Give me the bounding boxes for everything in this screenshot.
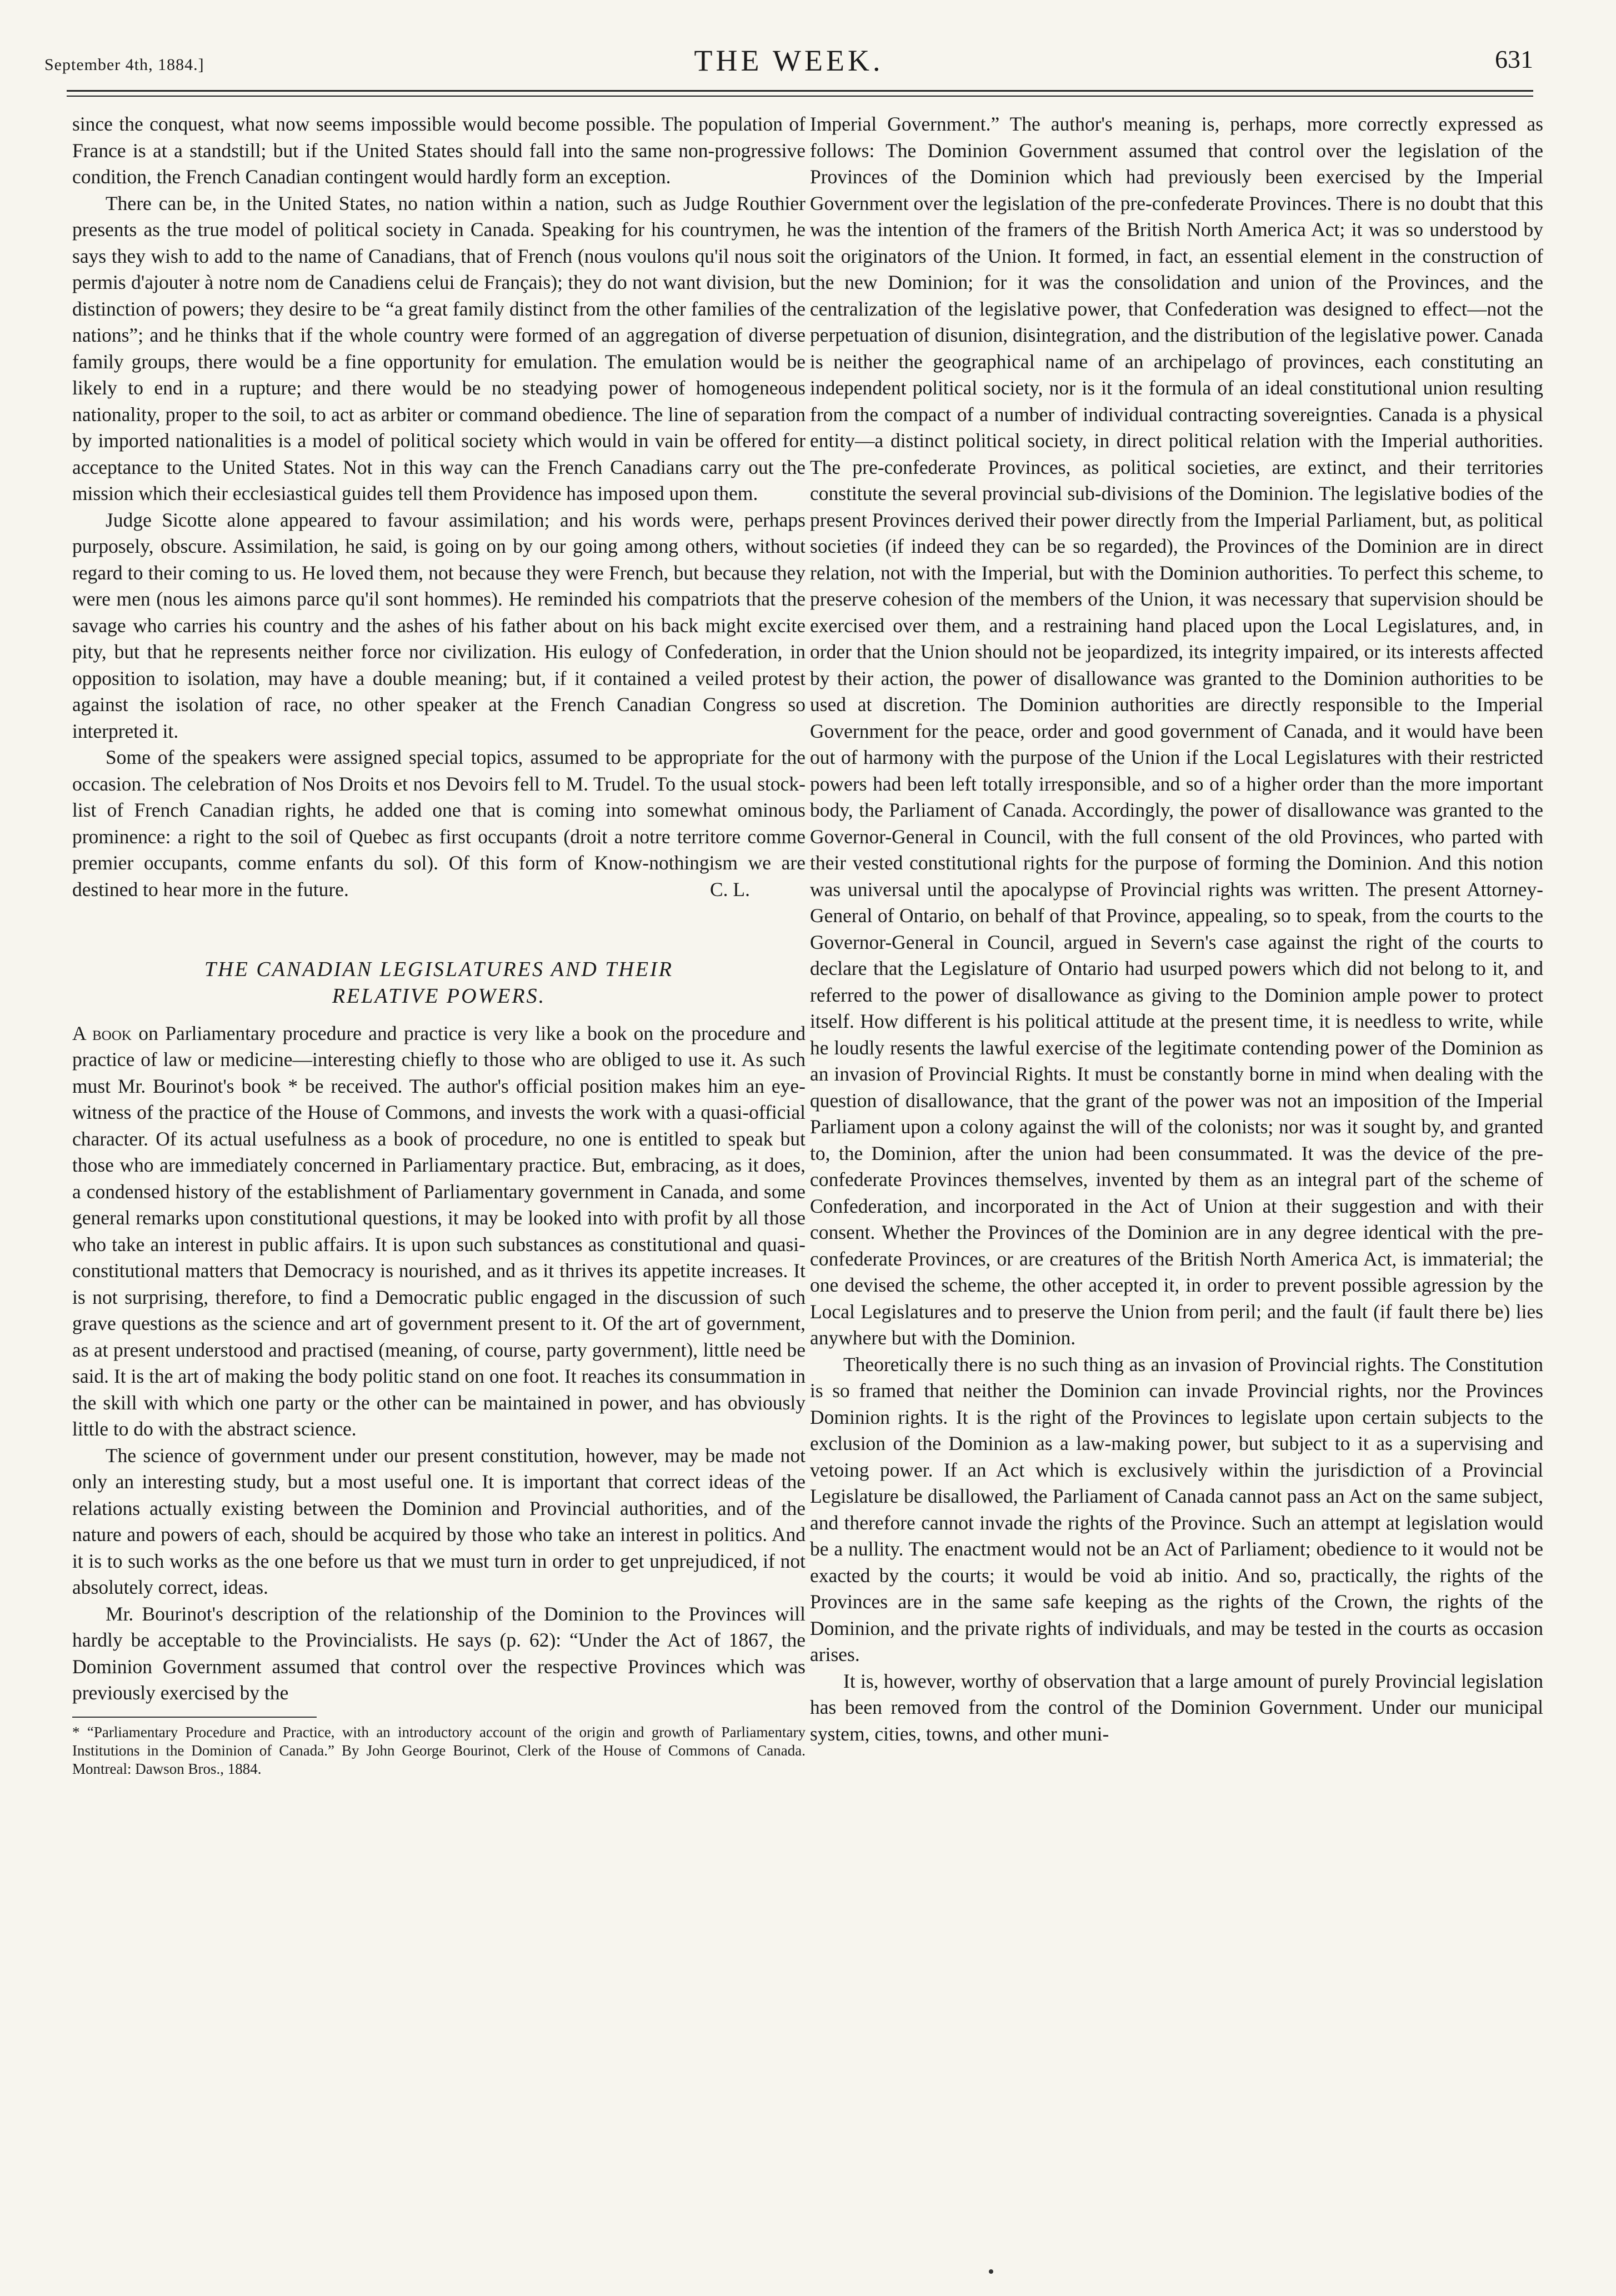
paragraph: since the conquest, what now seems impossible would become possible. The population of France is at a standstill; but if the United States should fall into the same non-progressive condition, the French Canadian contingent would hardly form an exception. xyxy=(72,113,806,188)
left-column xyxy=(72,111,806,1778)
issue-date: September 4th, 1884.] xyxy=(44,56,204,74)
opening-words: A book xyxy=(72,1022,132,1044)
page-number: 631 xyxy=(1495,45,1533,73)
article-title-line: THE CANADIAN LEGISLATURES AND THEIR xyxy=(204,957,673,981)
paragraph: Theoretically there is no such thing as an invasion of Provincial rights. The Constitution is so framed that neither the Dominion can invade Provincial rights, nor the Provinces Dominion rights. It is the right of the Provinces to legislate upon certain subjects to the exclusion of the Dominion as a law-making power, but subject to it as a supervising and vetoing power. If an Act which is exclusively within the jurisdiction of a Provincial Legislature be disallowed, the Parliament of Canada cannot pass an Act on the same subject, and therefore cannot invade the rights of the Province. Such an attempt at legislation would be a nullity. The enactment would not be an Act of Parliament; obedience to it would not be exacted by the courts; it would be void ab initio. And so, practically, the rights of the Provinces are in the same safe keeping as the rights of the Crown, the rights of the Dominion, and the private rights of individuals, and may be tested in the courts as occasion arises. xyxy=(810,1353,1543,1665)
article-title xyxy=(72,956,806,1009)
page-header xyxy=(44,43,1533,82)
article-paragraph: The science of government under our present constitution, however, may be made not only an interesting study, but a most useful one. It is important that correct ideas of the relations actually existing between the Dominion and Provincial authorities, and of the nature and powers of each, should be acquired by those who take an interest in politics. And it is to such works as the one before us that we must turn in order to get unprejudiced, if not absolutely correct, ideas. xyxy=(72,1444,806,1598)
paragraph: It is, however, worthy of observation that a large amount of purely Provincial legislation has been removed from the control of the Dominion Government. Under our municipal system, cities, towns, and other muni- xyxy=(810,1669,1543,1745)
article-paragraph-text: on Parliamentary procedure and practice is very like a book on the procedure and practice of law or medicine—interesting chiefly to those who are obliged to use it. As such must Mr. Bourinot's book * be received. The author's official position makes him an eye-witness of the practice of the House of Commons, and invests the work with a quasi-official character. Of its actual usefulness as a book of procedure, no one is entitled to speak but those who are immediately concerned in Parliamentary practice. But, embracing, as it does, a condensed history of the establishment of Parliamentary government in Canada, and some general remarks upon constitutional questions, it may be looked into with profit by all those who take an interest in public affairs. It is upon such substances as constitutional and quasi-constitutional matters that Democracy is nourished, and as it thrives its appetite increases. It is not surprising, therefore, to find a Democratic public engaged in the discussion of such grave questions as the science and art of government present to it. Of the art of government, as at present understood and practised (meaning, of course, party government), little need be said. It is the art of making the body politic stand on one foot. It reaches its consummation in the skill with which one party or the other can be maintained in power, and has obviously little to do with the abstract science. xyxy=(72,1022,806,1440)
header-rule-top xyxy=(67,90,1533,92)
author-signature: C. L. xyxy=(710,878,750,901)
publication-title: THE WEEK. xyxy=(694,44,884,77)
footnote: * “Parliamentary Procedure and Practice, with an introductory account of the origin and growth of Parliamentary Institutions in the Dominion of Canada.” By John George Bourinot, Clerk of the House of Commons of Canada. Montreal: Dawson Bros., 1884. xyxy=(72,1723,806,1777)
footnote-rule xyxy=(72,1717,317,1718)
ink-dot xyxy=(989,2269,993,2274)
right-column xyxy=(810,111,1543,1747)
paragraph: Some of the speakers were assigned special topics, assumed to be appropriate for the occasion. The celebration of Nos Droits et nos Devoirs fell to M. Trudel. To the usual stock-list of French Canadian rights, he added one that is coming into somewhat ominous prominence: a right to the soil of Quebec as first occupants (droit a notre territore comme premier occupants, comme enfants du sol). Of this form of Know-nothingism we are destined to hear more in the future. xyxy=(72,746,806,901)
paragraph: Imperial Government.” The author's meaning is, perhaps, more correctly expressed as follows: The Dominion Government assumed that control over the legislation of the Provinces of the Dominion which had previously been exercised by the Imperial Government over the legislation of the pre-confederate Provinces. There is no doubt that this was the intention of the framers of the British North America Act; it was so understood by the originators of the Union. It formed, in fact, an essential element in the construction of the new Dominion; for it was the consolidation and union of the Provinces, and the centralization of the legislative power, that Confederation was designed to effect—not the perpetuation of disunion, disintegration, and the distribution of the legislative power. Canada is neither the geographical name of an archipelago of provinces, each constituting an independent political society, nor is it the formula of an ideal constitutional union resulting from the compact of a number of individual contracting sovereignties. Canada is a physical entity—a distinct political society, in direct political relation with the Imperial authorities. The pre-confederate Provinces, as political societies, are extinct, and their territories constitute the several provincial sub-divisions of the Dominion. The legislative bodies of the present Provinces derived their power directly from the Imperial Parliament, but, as political societies (if indeed they can be so regarded), the Provinces of the Dominion are in direct relation, not with the Imperial, but with the Dominion authorities. To perfect this scheme, to preserve cohesion of the members of the Union, it was necessary that supervision should be exercised over them, and a restraining hand placed upon the Local Legislatures, and, in order that the Union should not be jeopardized, its integrity impaired, or its interests affected by their action, the power of disallowance was granted to the Dominion authorities to be used at discretion. The Dominion authorities are directly responsible to the Imperial Government for the peace, order and good government of Canada, and it would have been out of harmony with the purpose of the Union if the Local Legislatures with their restricted powers had been left totally irresponsible, and so of a higher order than the more important body, the Parliament of Canada. Accordingly, the power of disallowance was granted to the Governor-General in Council, with the full consent of the old Provinces, who parted with their vested constitutional rights for the purpose of forming the Dominion. And this notion was universal until the apocalypse of Provincial rights was written. The present Attorney-General of Ontario, on behalf of that Province, appealing, so to speak, from the courts to the Governor-General in Council, argued in Severn's case against the right of the courts to declare that the Legislature of Ontario had usurped powers which did not belong to it, and referred to the power of disallowance as giving to the Dominion ample power to protect itself. How different is his political attitude at the present time, it is needless to write, while he loudly resents the lawful exercise of the legitimate contending power of the Dominion as an invasion of Provincial Rights. It must be constantly borne in mind when dealing with the question of disallowance, that the grant of the power was not an imposition of the Imperial Parliament upon a colony against the will of the colonists; nor was it sought by, and granted to, the Dominion, after the union had been consummated. It was the device of the pre-confederate Provinces themselves, invented by them as an integral part of the scheme of Confederation, and incorporated in the Act of Union at their suggestion and with their consent. Whether the Provinces of the Dominion are in any degree identical with the pre-confederate Provinces, or are creatures of the British North America Act, is immaterial; the one devised the scheme, the other accepted it, in order to prevent possible agression by the Local Legislatures and to preserve the Union from peril; and the fault (if fault there be) lies anywhere but with the Dominion. xyxy=(810,113,1543,1349)
article-paragraph: Mr. Bourinot's description of the relationship of the Dominion to the Provinces will hardly be acceptable to the Provincialists. He says (p. 62): “Under the Act of 1867, the Dominion Government assumed that control over the respective Provinces which was previously exercised by the xyxy=(72,1602,806,1704)
article-paragraph xyxy=(72,1021,806,1443)
paragraph: Judge Sicotte alone appeared to favour assimilation; and his words were, perhaps purposely, obscure. Assimilation, he said, is going on by our going among others, without regard to their coming to us. He loved them, not because they were French, but because they were men (nous les aimons parce qu'il sont hommes). He reminded his compatriots that the savage who carries his country and the ashes of his father about on his back might excite pity, but that he represents neither force nor civilization. His eulogy of Confederation, in opposition to isolation, may have a double meaning; but, if it contained a veiled protest against the isolation of race, no other speaker at the French Canadian Congress so interpreted it. xyxy=(72,508,806,742)
article-title-line: RELATIVE POWERS. xyxy=(332,984,546,1008)
paragraph: There can be, in the United States, no nation within a nation, such as Judge Routhier presents as the true model of political society in Canada. Speaking for his countrymen, he says they wish to add to the name of Canadians, that of French (nous voulons qu'il nous soit permis d'ajouter à notre nom de Canadiens celui de Français); they do not want division, but distinction of powers; they desire to be “a great family distinct from the other families of the nations”; and he thinks that if the whole country were formed of an aggregation of diverse family groups, there would be a fine opportunity for emulation. The emulation would be likely to end in a rupture; and there would be no steadying power of homogeneous nationality, proper to the soil, to act as arbiter or command obedience. The line of separation by imported nationalities is a model of political society which would in vain be offered for acceptance to the United States. Not in this way can the French Canadians carry out the mission which their ecclesiastical guides tell them Providence has imposed upon them. xyxy=(72,192,806,504)
header-rule-bottom xyxy=(67,96,1533,97)
